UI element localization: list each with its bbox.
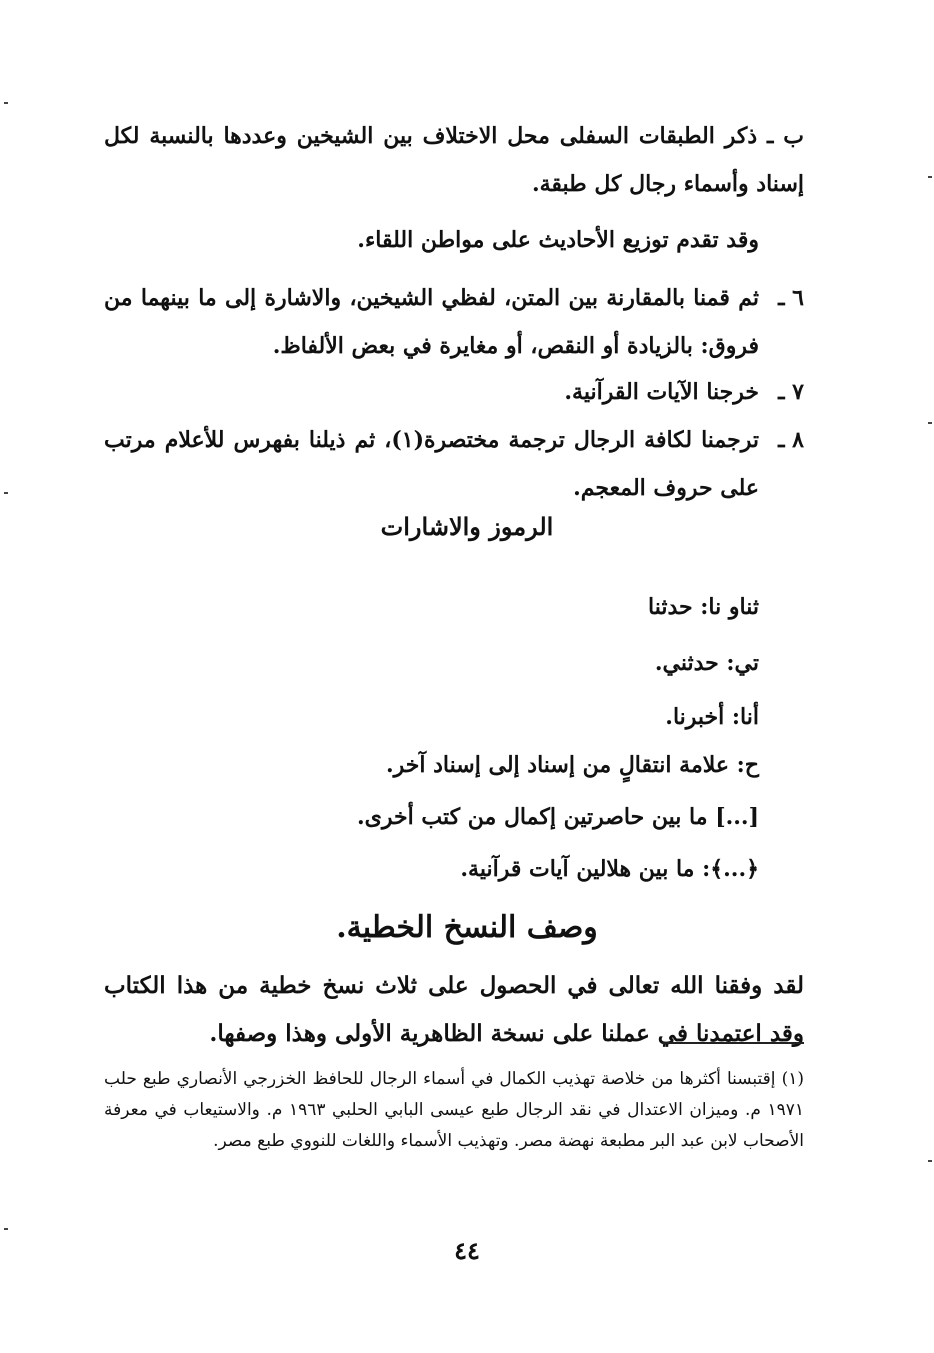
footnote: (١) إقتبسنا أكثرها من خلاصة تهذيب الكمال في أسماء الرجال للحافظ الخزرجي الأنصاري طبع حلب ١٩٧١ م. وميزان الاعتدال في نقد الرجال طبع عيسى البابي الحلبي ١٩٦٣ م. والاستيعاب في معرفة الأصحاب لابن عبد البر مطبعة نهضة مصر. وتهذيب الأسماء واللغات للنووي طبع مصر.	[104, 1069, 804, 1151]
symbol-item: أنا: أخبرنا.	[665, 704, 759, 730]
scan-mark	[928, 1160, 932, 1162]
symbol-item: تي: حدثني.	[654, 650, 759, 676]
scan-mark	[928, 422, 932, 424]
paragraph-item-b: ب ـ ذكر الطبقات السفلى محل الاختلاف بين الشيخين وعددها بالنسبة لكل إسناد وأسماء رجال كل طبقة.	[104, 123, 804, 197]
page-number: ٤٤	[454, 1236, 480, 1265]
item-6-text: ثم قمنا بالمقارنة بين المتن، لفظي الشيخين، والاشارة إلى ما بينهما من فروق: بالزيادة أو النقص، أو مغايرة في بعض الألفاظ.	[104, 285, 759, 359]
item-8-number: ٨ ـ	[778, 427, 804, 453]
symbol-item: ﴿...﴾: ما بين هلالين آيات قرآنية.	[460, 856, 759, 882]
scan-mark	[4, 102, 8, 104]
symbol-item: [...] ما بين حاصرتين إكمال من كتب أخرى.	[356, 804, 759, 830]
paragraph-distribution-note: وقد تقدم توزيع الأحاديث على مواطن اللقاء.	[357, 227, 759, 253]
item-7-text: خرجنا الآيات القرآنية.	[564, 379, 759, 405]
manuscripts-paragraph: لقد وفقنا الله تعالى في الحصول على ثلاث نسخ خطية من هذا الكتاب وقد اعتمدنا في عملنا على نسخة الظاهرية الأولى وهذا وصفها.	[104, 972, 804, 1047]
symbols-heading: الرموز والاشارات	[380, 512, 554, 541]
symbol-item: ح: علامة انتقالٍ من إسناد إلى إسناد آخر.	[385, 752, 759, 778]
symbol-item: ثناو نا: حدثنا	[648, 594, 759, 620]
scan-mark	[4, 492, 8, 494]
item-8-text: ترجمنا لكافة الرجال ترجمة مختصرة(١)، ثم ذيلنا بفهرس للأعلام مرتب على حروف المعجم.	[104, 427, 759, 501]
item-7-number: ٧ ـ	[778, 379, 804, 405]
scan-mark	[928, 176, 932, 178]
scan-mark	[4, 1228, 8, 1230]
manuscripts-heading: وصف النسخ الخطية.	[336, 910, 598, 945]
footnote-separator	[662, 1042, 804, 1044]
item-6-number: ٦ ـ	[778, 285, 804, 311]
